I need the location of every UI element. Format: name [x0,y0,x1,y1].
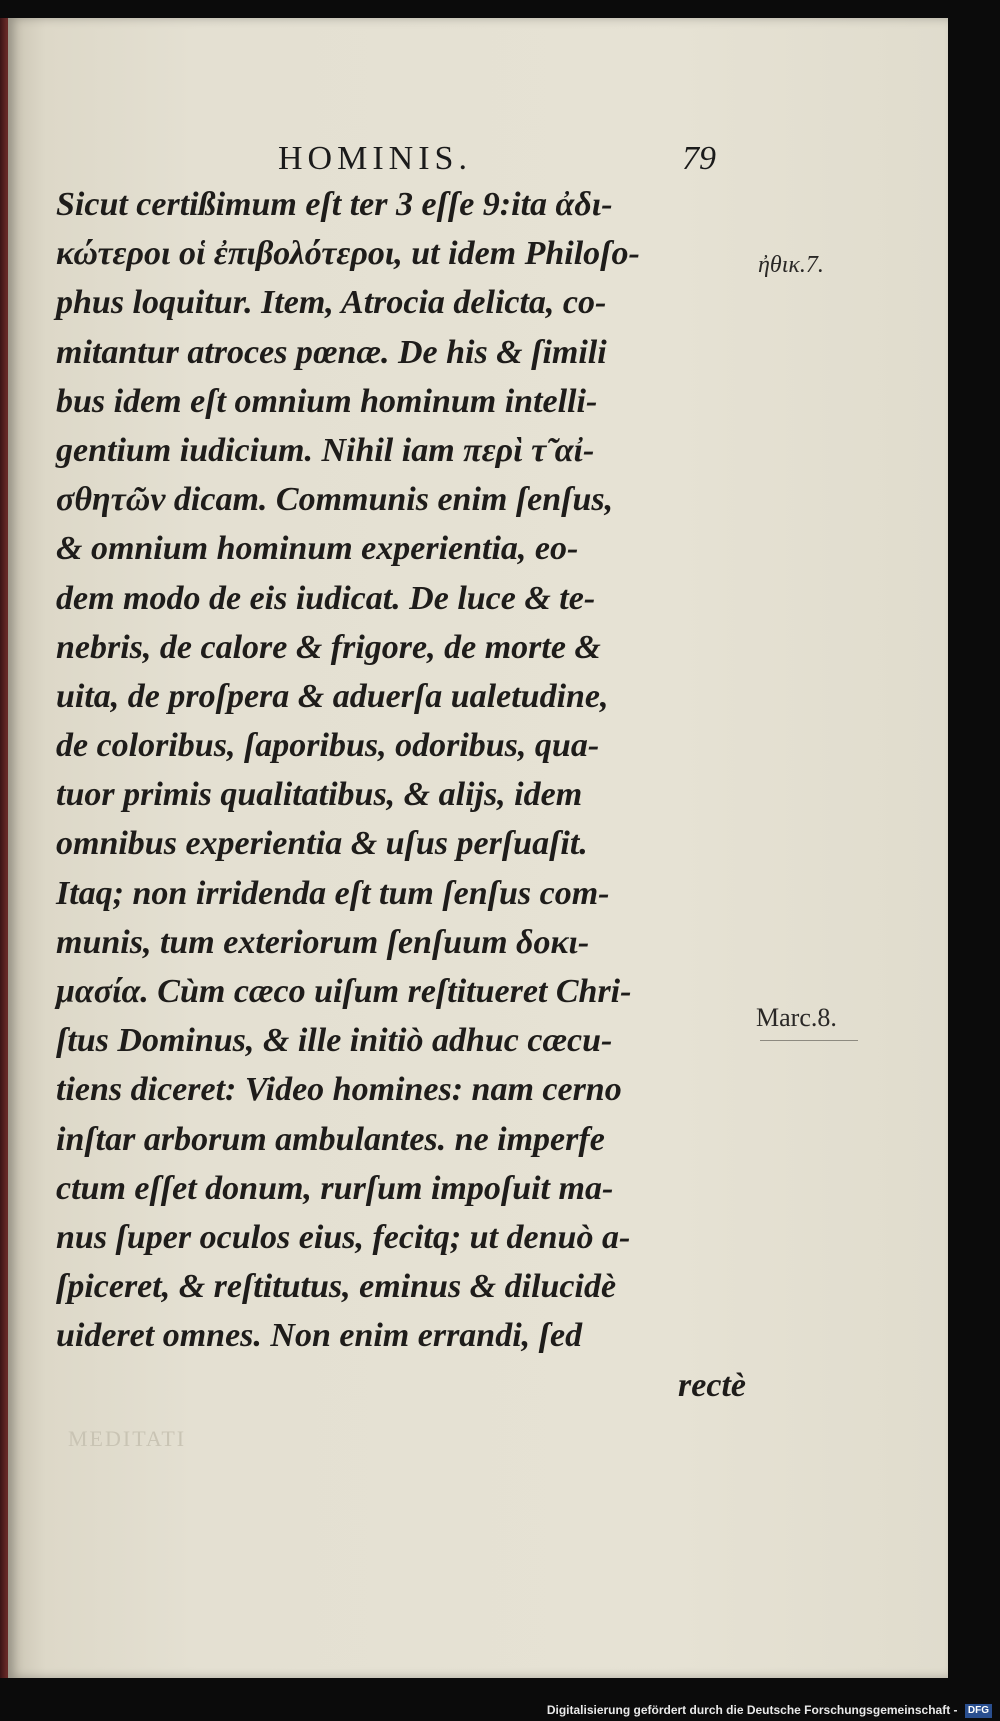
text-line: ſtus Dominus, & ille initiò adhuc cæcu‑ [56,1022,613,1060]
text-line: uideret omnes. Non enim errandi, ſed [56,1317,583,1355]
margin-note-marc: Marc.8. [756,1003,837,1032]
credit-text: Digitalisierung gefördert durch die Deutsche Forschungsgemeinschaft - [546,1703,958,1717]
text-line: omnibus experientia & uſus perſuaſit. [56,825,588,863]
text-line: κώτεροι οἱ ἐπιβολότεροι, ut idem Philoſo‑ [56,235,640,273]
text-line: inſtar arborum ambulantes. ne imperfe [56,1120,605,1158]
text-line: nebris, de calore & frigore, de morte & [56,628,601,666]
text-line: ctum eſſet donum, rurſum impoſuit ma‑ [56,1169,614,1207]
text-line: mitantur atroces pœnæ. De his & ſimili [56,333,607,371]
margin-note-ethics: ἠθικ.7. [758,252,824,278]
text-line: Sicut certißimum eſt ter 3 eſſe 9:ita ἀδι‑ [56,186,613,223]
book-page [8,18,948,1678]
body-text [56,180,746,1410]
dfg-logo: DFG [965,1704,992,1718]
bleed-through-text: MEDITATI [68,1426,187,1451]
text-line: nus ſuper oculos eius, fecitq; ut denuò a‑ [56,1218,631,1256]
text-line: munis, tum exteriorum ſenſuum δοκι‑ [56,923,590,961]
digitization-credit [547,1701,992,1719]
text-line: de coloribus, ſaporibus, odoribus, qua‑ [56,727,600,765]
text-line: gentium iudicium. Nihil iam περὶ τ̃ αἰ‑ [56,431,595,469]
text-line: phus loquitur. Item, Atrocia delicta, co‑ [56,284,607,322]
text-line: Itaq; non irridenda eſt tum ſenſus com‑ [56,874,610,912]
catchword: rectè [678,1366,746,1404]
text-line: tuor primis qualitatibus, & alijs, idem [56,776,583,814]
margin-note-rule [760,1040,858,1041]
text-line: & omnium hominum experientia, eo‑ [56,530,579,568]
running-header [8,120,948,180]
page-number: 79 [682,140,716,177]
text-line: tiens diceret: Video homines: nam cerno [56,1071,622,1109]
text-line: μασία. Cùm cæco uiſum reſtitueret Chri‑ [56,973,632,1010]
text-line: dem modo de eis iudicat. De luce & te‑ [56,579,596,617]
text-line: ſpiceret, & reſtitutus, eminus & dilucidè [56,1268,617,1306]
text-line: bus idem eſt omnium hominum intelli‑ [56,382,598,420]
text-line: uita, de proſpera & aduerſa ualetudine, [56,677,609,715]
running-title: HOMINIS. [278,140,472,177]
text-line: σθητῶν dicam. Communis enim ſenſus, [56,481,614,519]
